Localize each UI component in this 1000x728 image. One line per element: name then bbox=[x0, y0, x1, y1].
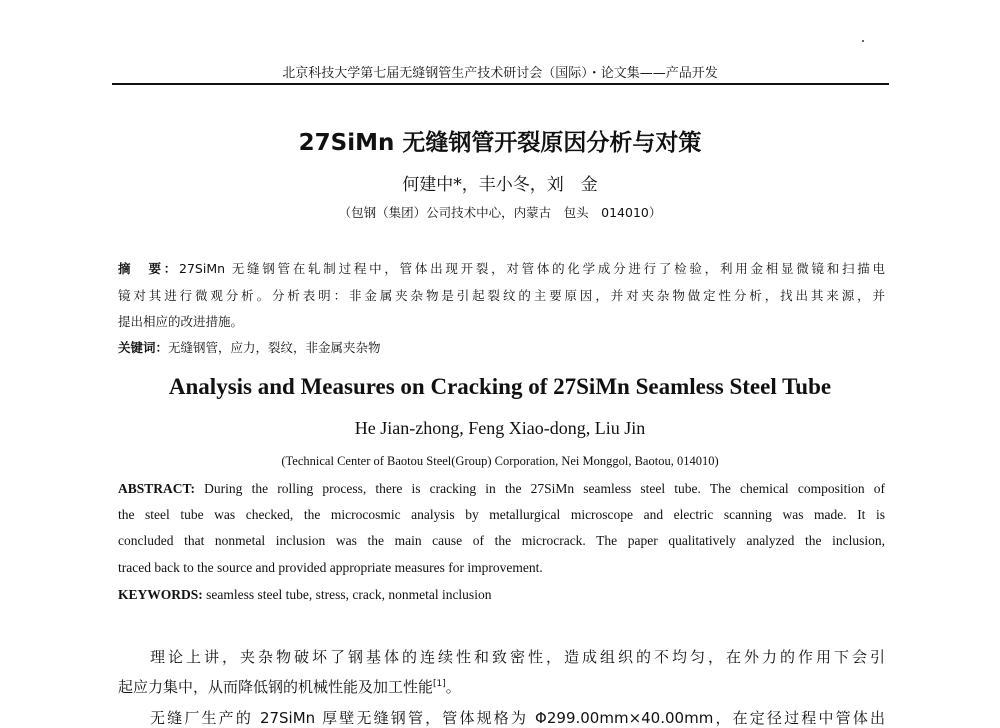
body-paragraph-line: 无缝厂生产的 27SiMn 厚壁无缝钢管，管体规格为 Φ299.00mm×40.00mm，在定径过程中管体出 bbox=[150, 709, 885, 727]
en-abstract-label: ABSTRACT: bbox=[118, 481, 196, 496]
cn-abstract-label: 摘 要： bbox=[118, 261, 180, 276]
cn-affiliation: （包钢（集团）公司技术中心，内蒙古 包头 014010） bbox=[338, 205, 662, 220]
en-title: Analysis and Measures on Cracking of 27SiMn Seamless Steel Tube bbox=[168, 374, 832, 399]
en-abstract-line: traced back to the source and provided appropriate measures for improvement. bbox=[118, 560, 543, 575]
body-paragraph-line: 起应力集中，从而降低钢的机械性能及加工性能[1]。 bbox=[118, 678, 461, 696]
cn-abstract-line: 提出相应的改进措施。 bbox=[118, 314, 244, 329]
en-authors: He Jian-zhong, Feng Xiao-dong, Liu Jin bbox=[354, 418, 646, 438]
cn-authors: 何建中*，丰小冬，刘 金 bbox=[402, 175, 598, 195]
en-affiliation: (Technical Center of Baotou Steel(Group) Corporation, Nei Monggol, Baotou, 014010) bbox=[281, 454, 719, 468]
en-abstract-line: ABSTRACT: During the rolling process, there is cracking in the 27SiMn seamless steel tube. The chemical composition of bbox=[118, 481, 885, 496]
cn-abstract-line: 摘 要：27SiMn 无缝钢管在轧制过程中，管体出现开裂，对管体的化学成分进行了检验，利用金相显微镜和扫描电 bbox=[118, 261, 885, 276]
cn-abstract-line: 镜对其进行微观分析。分析表明：非金属夹杂物是引起裂纹的主要原因，并对夹杂物做定性分析，找出其来源，并 bbox=[118, 288, 885, 303]
cn-title: 27SiMn 无缝钢管开裂原因分析与对策 bbox=[298, 130, 702, 156]
running-header: 北京科技大学第七届无缝钢管生产技术研讨会（国际）・论文集——产品开发 bbox=[282, 66, 718, 81]
cn-keywords: 关键词：无缝钢管，应力，裂纹，非金属夹杂物 bbox=[118, 340, 381, 355]
header-rule bbox=[112, 83, 889, 85]
scan-speck bbox=[862, 40, 864, 42]
en-abstract-line: the steel tube was checked, the microcosmic analysis by metallurgical microscope and electric scanning was made. It is bbox=[118, 507, 885, 522]
en-keywords-label: KEYWORDS: bbox=[118, 587, 203, 602]
en-abstract-line: concluded that nonmetal inclusion was the main cause of the microcrack. The paper qualitatively analyzed the inclusion, bbox=[118, 533, 885, 548]
en-keywords: KEYWORDS: seamless steel tube, stress, crack, nonmetal inclusion bbox=[118, 587, 492, 602]
body-paragraph-line: 理论上讲，夹杂物破坏了钢基体的连续性和致密性，造成组织的不均匀，在外力的作用下会引 bbox=[150, 648, 885, 666]
citation: [1] bbox=[433, 679, 446, 689]
cn-keywords-label: 关键词： bbox=[118, 340, 169, 355]
